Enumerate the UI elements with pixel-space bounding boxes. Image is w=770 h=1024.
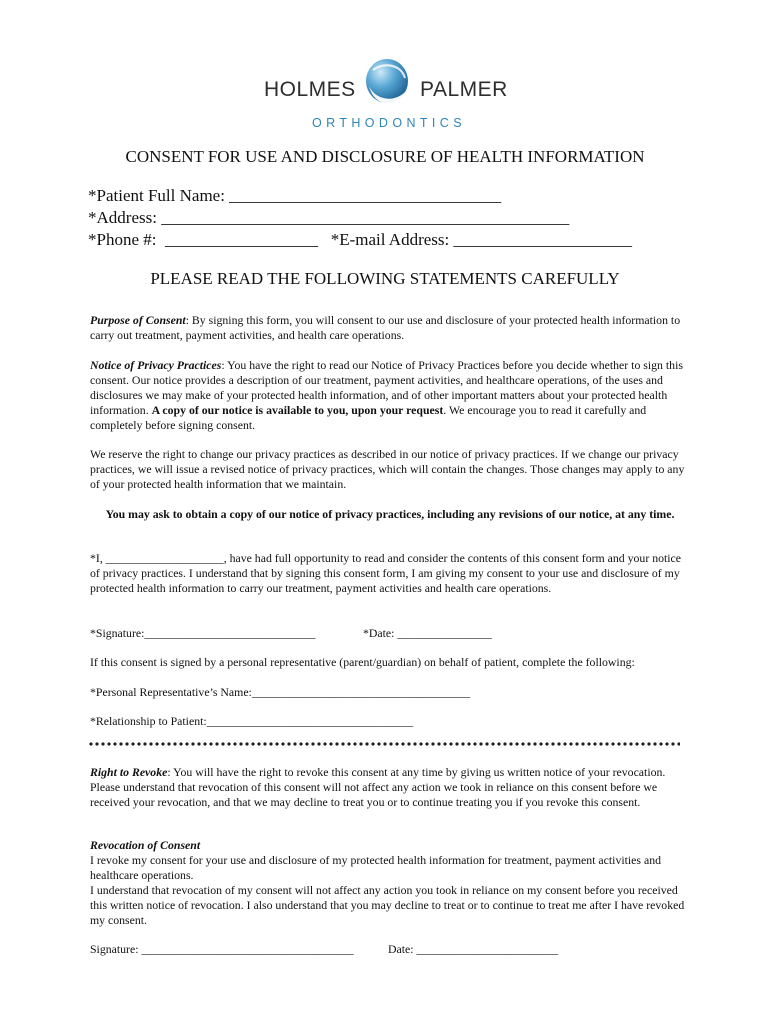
instructions-heading: PLEASE READ THE FOLLOWING STATEMENTS CAREFULLY — [150, 269, 620, 288]
address-field[interactable]: *Address: ________________________________________________ — [88, 208, 570, 227]
purpose-lead: Purpose of Consent — [90, 313, 186, 327]
acknowledge-paragraph: *I, ____________________, have had full opportunity to read and consider the contents of this consent form and your notice of privacy practices. I understand that by signing this consent form, I am giving my consent to your use and disclosure of my protected health information to carry our treatment, payment activities and health care operations. — [90, 551, 682, 595]
purpose-paragraph — [90, 313, 690, 343]
ask-copy-statement: You may ask to obtain a copy of our notice of privacy practices, including any revisions of our notice, at any time. — [105, 507, 675, 521]
signature-field[interactable]: *Signature:_____________________________ — [90, 626, 316, 640]
revoke-text: : You will have the right to revoke this consent at any time by giving us written notice of your revocation. Please understand that revocation of this consent will not affect any action we took in reliance on this consent before we received your revocation, and that we may decline to treat you or to continue treating you if you revoke this consent. — [90, 765, 666, 809]
swirl-globe-icon — [361, 56, 413, 114]
notice-paragraph — [90, 358, 690, 433]
reserve-paragraph: We reserve the right to change our privacy practices as described in our notice of privacy practices. If we change our privacy practices, we will issue a revised notice of privacy practices, which will contain the changes. Those changes may apply to any of your protected health information that we maintain. — [90, 447, 685, 491]
notice-text-2: . We encourage you to read it carefully and completely before signing consent. — [90, 403, 647, 432]
practice-logo — [262, 56, 508, 136]
relationship-field[interactable]: *Relationship to Patient:___________________________________ — [90, 714, 414, 728]
revocation-heading: Revocation of Consent — [90, 838, 201, 852]
purpose-text: : By signing this form, you will consent to our use and disclosure of your protected health information to carry out treatment, payment activities, and health care operations. — [90, 313, 681, 342]
representative-instructions: If this consent is signed by a personal representative (parent/guardian) on behalf of patient, complete the following: — [90, 655, 635, 669]
logo-right-word: PALMER — [420, 78, 508, 101]
final-signature-field[interactable]: Signature: ____________________________________ — [90, 942, 354, 956]
revocation-line-2: I understand that revocation of my consent will not affect any action you took in reliance on my consent before you received this written notice of revocation. I also understand that you may decline to treat or to continue to treat me after I have revoked my consent. — [90, 883, 685, 927]
patient-name-field[interactable]: *Patient Full Name: ________________________________ — [88, 186, 502, 205]
logo-left-word: HOLMES — [264, 78, 356, 101]
phone-email-field[interactable]: *Phone #: __________________ *E-mail Address: _____________________ — [88, 230, 632, 249]
revoke-lead: Right to Revoke — [90, 765, 168, 779]
form-title: CONSENT FOR USE AND DISCLOSURE OF HEALTH INFORMATION — [125, 147, 645, 166]
revoke-paragraph — [90, 765, 690, 810]
notice-text-1: : You have the right to read our Notice of Privacy Practices before you decide whether to sign this consent. Our notice provides a description of our treatment, payment activities, and healthcare operations, of the uses and disclosures we may make of your protected health information, and of other important matters about your protected health information. — [90, 358, 683, 417]
logo-subtitle: ORTHODONTICS — [312, 116, 466, 130]
representative-name-field[interactable]: *Personal Representative’s Name:_____________________________________ — [90, 685, 471, 699]
date-field[interactable]: *Date: ________________ — [363, 626, 492, 640]
dotted-divider — [88, 741, 680, 747]
notice-lead: Notice of Privacy Practices — [90, 358, 222, 372]
revocation-section — [90, 838, 690, 928]
revocation-line-1: I revoke my consent for your use and disclosure of my protected health information for treatment, payment activities and healthcare operations. — [90, 853, 661, 882]
final-date-field[interactable]: Date: ________________________ — [388, 942, 559, 956]
notice-bold: A copy of our notice is available to you, upon your request — [151, 403, 444, 417]
